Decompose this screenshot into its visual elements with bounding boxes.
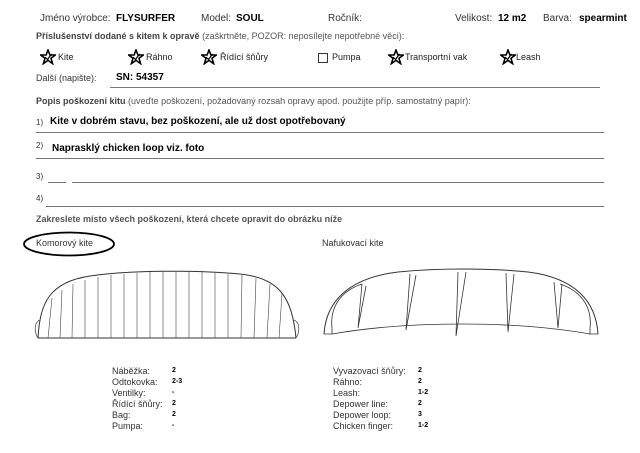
color-label: Barva: xyxy=(543,13,572,24)
part-label: Pumpa: xyxy=(112,421,144,431)
damage-line-rule xyxy=(36,132,604,133)
damage-title xyxy=(36,96,471,106)
damage-line-text[interactable]: Kite v dobrém stavu, bez poškození, ale už dost opotřebovaný xyxy=(50,116,346,127)
damage-line-text[interactable]: Naprasklý chicken loop viz. foto xyxy=(52,143,205,154)
checked-star-icon[interactable] xyxy=(40,49,56,65)
accessories-title-bold: Příslušenství dodané s kitem k opravě xyxy=(36,31,200,41)
part-value[interactable]: 2 xyxy=(172,400,176,407)
damage-line-rule xyxy=(36,158,604,159)
checked-star-icon[interactable] xyxy=(500,49,516,65)
part-value[interactable]: 2 xyxy=(172,411,176,418)
part-label: Leash: xyxy=(333,388,361,398)
foil-kite-diagram[interactable] xyxy=(30,262,302,344)
part-label: Náběžka: xyxy=(112,366,151,376)
part-value[interactable]: - xyxy=(172,422,175,429)
manufacturer-value: FLYSURFER xyxy=(116,13,176,24)
damage-title-rest: (uveďte poškození, požadovaný rozsah opravy apod. použijte příp. samostatný papír): xyxy=(128,96,471,106)
accessory-pump-label: Pumpa xyxy=(332,52,361,62)
checked-star-icon[interactable] xyxy=(388,49,404,65)
year-label: Ročník: xyxy=(328,13,362,24)
part-value[interactable]: 2 xyxy=(418,400,422,407)
color-value: spearmint xyxy=(579,13,627,24)
part-value[interactable]: 2 xyxy=(418,367,422,374)
other-value: SN: 54357 xyxy=(116,72,164,83)
part-value[interactable]: 2 xyxy=(172,367,176,374)
damage-line-number: 2) xyxy=(36,141,44,150)
inflatable-kite-label: Nafukovací kite xyxy=(322,238,384,248)
accessory-lines-label: Řídící šňůry xyxy=(220,52,269,62)
damage-title-bold: Popis poškození kitu xyxy=(36,96,126,106)
manufacturer-label: Jméno výrobce: xyxy=(40,13,111,24)
part-label: Bag: xyxy=(112,410,131,420)
damage-line-number: 4) xyxy=(36,194,44,203)
model-label: Model: xyxy=(201,13,232,24)
part-value[interactable]: - xyxy=(172,389,175,396)
foil-kite-label: Komorový kite xyxy=(36,238,94,248)
checked-star-icon[interactable] xyxy=(128,49,144,65)
part-label: Depower line: xyxy=(333,399,389,409)
part-label: Ráhno: xyxy=(333,377,363,387)
part-label: Řídící šňůry: xyxy=(112,399,163,409)
accessory-bag-label: Transportní vak xyxy=(405,52,468,62)
part-value[interactable]: 1-2 xyxy=(418,389,429,396)
accessory-leash-label: Leash xyxy=(516,52,541,62)
part-label: Ventilky: xyxy=(112,388,146,398)
hand-drawn-circle-icon xyxy=(22,230,117,258)
checked-star-icon[interactable] xyxy=(201,49,217,65)
other-underline xyxy=(110,87,600,88)
part-value[interactable]: 2-3 xyxy=(172,378,183,385)
damage-line-number: 3) xyxy=(36,172,44,181)
drawing-title: Zakreslete místo všech poškození, která chcete opravit do obrázku níže xyxy=(36,214,343,224)
other-label: Další (napište): xyxy=(36,73,97,83)
accessory-bar-label: Ráhno xyxy=(146,52,173,62)
size-value: 12 m2 xyxy=(498,13,527,24)
size-label: Velikost: xyxy=(455,13,493,24)
accessories-title xyxy=(36,31,404,41)
accessory-kite-label: Kite xyxy=(58,52,74,62)
part-value[interactable]: 2 xyxy=(418,378,422,385)
part-value[interactable]: 3 xyxy=(418,411,422,418)
part-value[interactable]: 1-2 xyxy=(418,422,429,429)
damage-line-rule xyxy=(72,182,604,183)
inflatable-kite-diagram[interactable] xyxy=(318,262,604,344)
pump-checkbox[interactable] xyxy=(318,53,328,63)
part-label: Odtokovka: xyxy=(112,377,158,387)
part-label: Chicken finger: xyxy=(333,421,394,431)
model-value: SOUL xyxy=(236,13,264,24)
part-label: Vyvazovací šňůry: xyxy=(333,366,406,376)
accessories-title-rest: (zaškrtněte, POZOR: neposílejte nepotřebné věci): xyxy=(202,31,405,41)
damage-line-number: 1) xyxy=(36,118,44,127)
damage-line-rule xyxy=(48,182,66,183)
part-label: Depower loop: xyxy=(333,410,392,420)
damage-line-rule xyxy=(46,206,604,207)
